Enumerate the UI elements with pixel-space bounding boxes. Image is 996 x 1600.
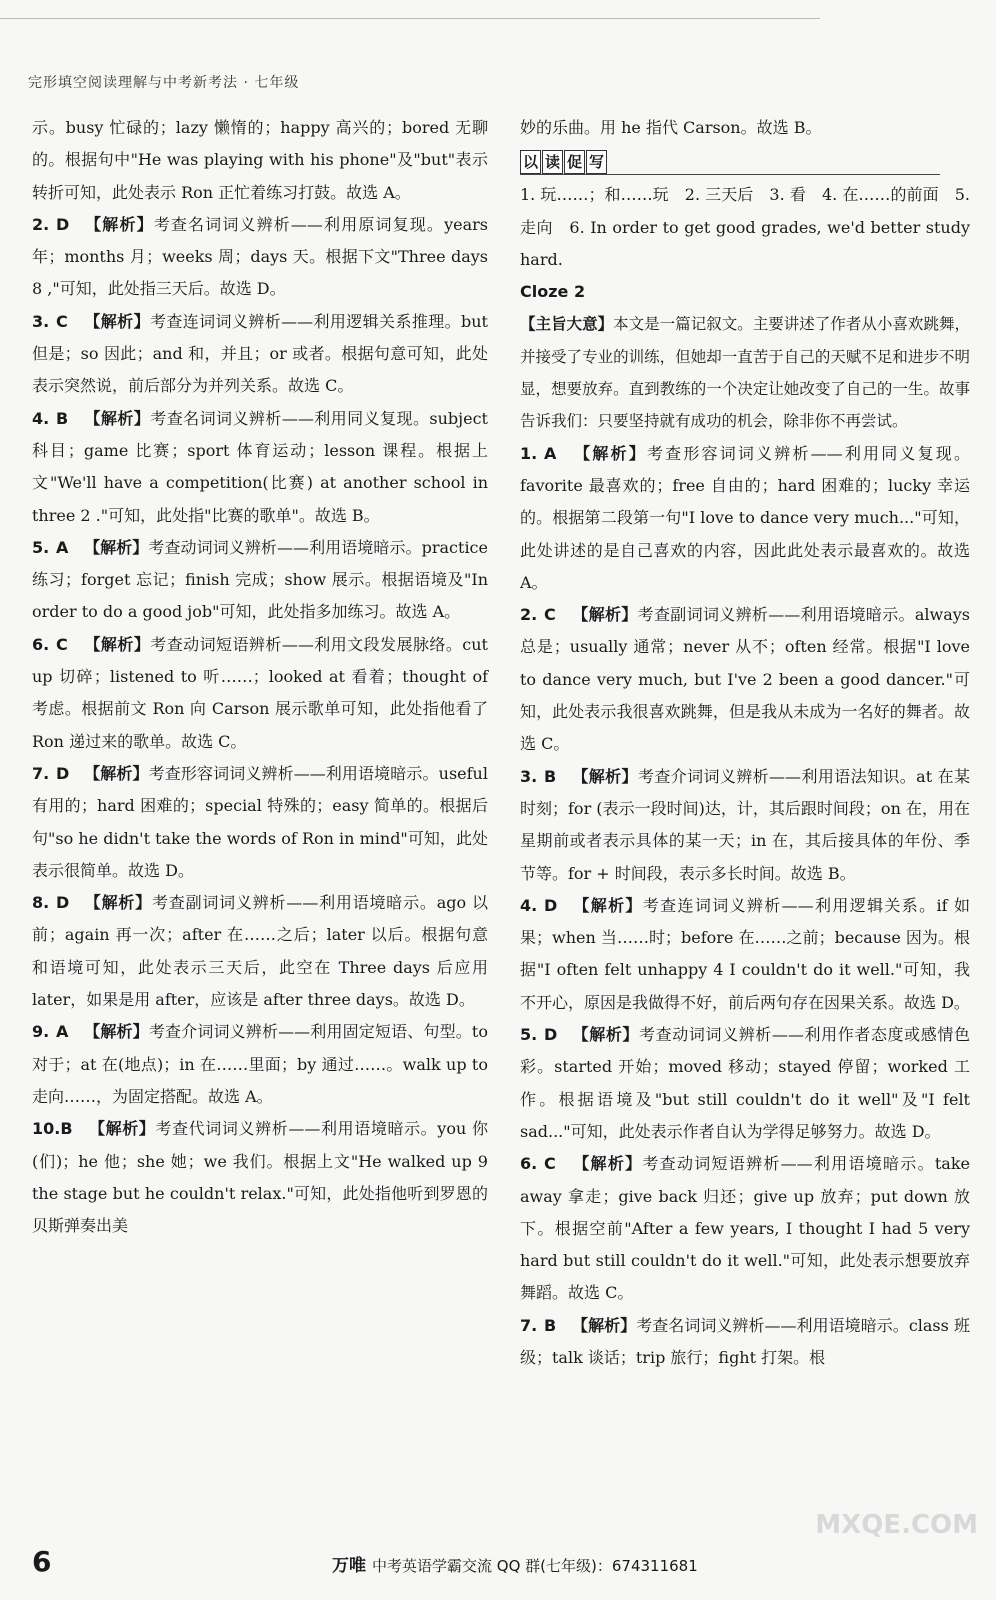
summary <box>520 308 970 437</box>
item-text: 考查副词词义辨析——利用语境暗示。always 总是；usually 通常；never 从不；often 经常。根据"I love to dance very much, but I've 2 been a good dancer."可知，此处表示我很喜欢跳舞，但是我从未成为一名好的舞者。故选 C。 <box>520 605 970 754</box>
item-answer: B <box>544 766 557 786</box>
item-number: 1. <box>520 443 538 463</box>
item-text: 考查介词词义辨析——利用语法知识。at 在某时刻；for (表示一段时间)达，计，其后跟时间段；on 在，用在星期前或者表示具体的某一天；in 在，其后接具体的年份、季节等。for + 时间段，表示多长时间。故选 B。 <box>520 766 970 883</box>
analysis-tag: 【解析】 <box>84 1022 149 1042</box>
item-number: 7. <box>32 763 50 783</box>
footer-text <box>332 1551 698 1576</box>
cloze-title: Cloze 2 <box>520 282 586 302</box>
yidu-cuxie-label <box>520 150 940 175</box>
analysis-tag: 【解析】 <box>84 763 149 783</box>
item-answer: C <box>56 311 68 331</box>
answer-item <box>32 403 488 532</box>
item-text: 考查动词短语辨析——利用语境暗示。take away 拿走；give back 归还；give up 放弃；put down 放下。根据空前"After a few years, I thought I had 5 very hard but still couldn't do it well."可知，此处表示想要放弃舞蹈。故选 C。 <box>520 1154 970 1303</box>
page-number: 6 <box>32 1545 52 1578</box>
item-text: 考查动词短语辨析——利用文段发展脉络。cut up 切碎；listened to 听……；looked at 看着；thought of 考虑。根据前文 Ron 向 Carson 展示歌单可知，此处指他看了 Ron 递过来的歌单。故选 C。 <box>32 634 488 751</box>
item-text: 考查形容词词义辨析——利用语境暗示。useful 有用的；hard 困难的；special 特殊的；easy 简单的。根据后句"so he didn't take the words of Ron in mind"可知，此处表示很简单。故选 D。 <box>32 763 488 880</box>
item-number: 3. <box>32 311 50 331</box>
item-text: 考查连词词义辨析——利用逻辑关系。if 如果；when 当……时；before 在……之前；because 因为。根据"I often felt unhappy 4 I couldn't do it well."可知，我不开心，原因是我做得不好，前后两句存在因果关系。故选 D。 <box>520 895 970 1012</box>
item-answer: A <box>56 537 69 557</box>
item-number: 10. <box>32 1119 61 1139</box>
item-number: 8. <box>32 893 50 913</box>
brand-logo: 万唯 <box>332 1556 366 1576</box>
analysis-tag: 【解析】 <box>572 766 638 786</box>
analysis-tag: 【解析】 <box>84 214 154 234</box>
analysis-tag: 【解析】 <box>84 893 152 913</box>
watermark: MXQE.COM <box>815 1510 978 1540</box>
analysis-tag: 【解析】 <box>84 311 150 331</box>
yidu-char: 以 <box>520 150 541 174</box>
item-number: 5. <box>520 1025 538 1045</box>
item-text: 考查副词词义辨析——利用语境暗示。ago 以前；again 再一次；after 在……之后；later 以后。根据句意和语境可知，此处表示三天后，此空在 Three days 后应用 later，如果是用 after，应该是 after three days。故选 D。 <box>32 893 488 1010</box>
item-answer: A <box>56 1022 69 1042</box>
item-number: 4. <box>520 895 538 915</box>
item-answer: B <box>56 408 69 428</box>
writing-answers: 1. 玩……；和……玩 2. 三天后 3. 看 4. 在……的前面 5. 走向 6. In order to get good grades, we'd better study hard. <box>520 185 970 269</box>
answer-item <box>520 1148 970 1309</box>
continuation-text: 妙的乐曲。用 he 指代 Carson。故选 B。 <box>520 118 822 137</box>
item-answer: A <box>544 443 557 463</box>
item-number: 2. <box>32 214 50 234</box>
summary-text: 本文是一篇记叙文。主要讲述了作者从小喜欢跳舞，并接受了专业的训练，但她却一直苦于自己的天赋不足和进步不明显，想要放弃。直到教练的一个决定让她改变了自己的一生。故事告诉我们：只要坚持就有成功的机会，除非你不再尝试。 <box>520 315 970 431</box>
item-answer: D <box>544 1025 558 1045</box>
item-number: 2. <box>520 605 538 625</box>
answer-item <box>32 1113 488 1242</box>
left-column <box>32 112 488 1242</box>
item-text: 考查名词词义辨析——利用原词复现。years 年；months 月；weeks 周；days 天。根据下文"Three days 8 ,"可知，此处指三天后。故选 D。 <box>32 214 488 299</box>
top-rule <box>0 18 820 19</box>
item-number: 3. <box>520 766 538 786</box>
answer-item <box>520 438 970 599</box>
right-items <box>520 438 970 1375</box>
answer-item <box>520 890 970 1019</box>
item-answer: B <box>544 1315 557 1335</box>
answer-item <box>32 209 488 306</box>
analysis-tag: 【解析】 <box>572 605 638 625</box>
item-text: 考查代词词义辨析——利用语境暗示。you 你(们)；he 他；she 她；we 我们。根据上文"He walked up 9 the stage but he couldn't relax."可知，此处指他听到罗恩的贝斯弹奏出美 <box>32 1119 488 1236</box>
item-number: 9. <box>32 1022 50 1042</box>
answer-item <box>520 761 970 890</box>
item-text: 考查名词词义辨析——利用同义复现。subject 科目；game 比赛；sport 体育运动；lesson 课程。根据上文"We'll have a competition(比赛) at another school in three 2 ."可知，此处指"比赛的歌单"。故选 B。 <box>32 408 488 525</box>
item-number: 5. <box>32 537 50 557</box>
item-number: 6. <box>32 634 50 654</box>
footer <box>32 1545 972 1578</box>
item-answer: D <box>56 893 70 913</box>
analysis-tag: 【解析】 <box>572 1315 637 1335</box>
answer-item <box>32 306 488 403</box>
item-answer: C <box>544 605 556 625</box>
item-text: 考查形容词词义辨析——利用同义复现。favorite 最喜欢的；free 自由的；hard 困难的；lucky 幸运的。根据第二段第一句"I love to dance very much..."可知，此处讲述的是自己喜欢的内容，因此此处表示最喜欢的。故选 A。 <box>520 443 970 592</box>
right-column <box>520 112 970 1374</box>
item-number: 6. <box>520 1154 538 1174</box>
answer-item <box>32 532 488 629</box>
answer-item <box>520 599 970 760</box>
yidu-char: 写 <box>586 150 607 174</box>
item-answer: D <box>544 895 558 915</box>
answer-item <box>32 112 488 209</box>
answer-item <box>520 1310 970 1375</box>
item-answer: D <box>56 763 70 783</box>
yidu-char: 促 <box>564 150 585 174</box>
analysis-tag: 【解析】 <box>84 537 149 557</box>
yidu-char: 读 <box>542 150 563 174</box>
item-text: 考查动词词义辨析——利用语境暗示。practice 练习；forget 忘记；finish 完成；show 展示。根据语境及"In order to do a good job"可知，此处指多加练习。故选 A。 <box>32 537 488 622</box>
analysis-tag: 【解析】 <box>84 634 151 654</box>
item-text: 考查动词词义辨析——利用作者态度或感情色彩。started 开始；moved 移动；stayed 停留；worked 工作。根据语境及"but still couldn't do it well"及"I felt sad..."可知，此处表示作者自认为学得足够努力。故选 D。 <box>520 1025 970 1141</box>
analysis-tag: 【解析】 <box>572 443 647 463</box>
item-answer: B <box>60 1119 73 1139</box>
analysis-tag: 【解析】 <box>572 895 643 915</box>
item-answer: C <box>56 634 68 654</box>
answer-item <box>32 887 488 1016</box>
analysis-tag: 【解析】 <box>572 1154 643 1174</box>
summary-tag: 【主旨大意】 <box>520 315 614 334</box>
item-number: 4. <box>32 408 50 428</box>
item-text: 考查连词词义辨析——利用逻辑关系推理。but 但是；so 因此；and 和，并且；or 或者。根据句意可知，此处表示突然说，前后部分为并列关系。故选 C。 <box>32 311 488 396</box>
analysis-tag: 【解析】 <box>572 1025 640 1045</box>
answer-item <box>32 629 488 758</box>
answer-item <box>520 1019 970 1148</box>
item-answer: D <box>56 214 70 234</box>
item-answer: C <box>544 1154 556 1174</box>
footer-qq: 中考英语学霸交流 QQ 群(七年级)：674311681 <box>372 1557 698 1575</box>
answer-item <box>32 758 488 887</box>
item-number: 7. <box>520 1315 538 1335</box>
item-text: 考查介词词义辨析——利用固定短语、句型。to 对于；at 在(地点)；in 在……里面；by 通过……。walk up to 走向……，为固定搭配。故选 A。 <box>32 1022 488 1106</box>
item-text: 考查名词词义辨析——利用语境暗示。class 班级；talk 谈话；trip 旅行；fight 打架。根 <box>520 1315 970 1367</box>
page-header: 完形填空阅读理解与中考新考法 · 七年级 <box>28 75 300 91</box>
answer-item <box>32 1016 488 1113</box>
analysis-tag: 【解析】 <box>84 408 151 428</box>
item-text: 示。busy 忙碌的；lazy 懒惰的；happy 高兴的；bored 无聊的。根据句中"He was playing with his phone"及"but"表示转折可知，此处表示 Ron 正忙着练习打鼓。故选 A。 <box>32 118 488 202</box>
analysis-tag: 【解析】 <box>88 1119 156 1139</box>
